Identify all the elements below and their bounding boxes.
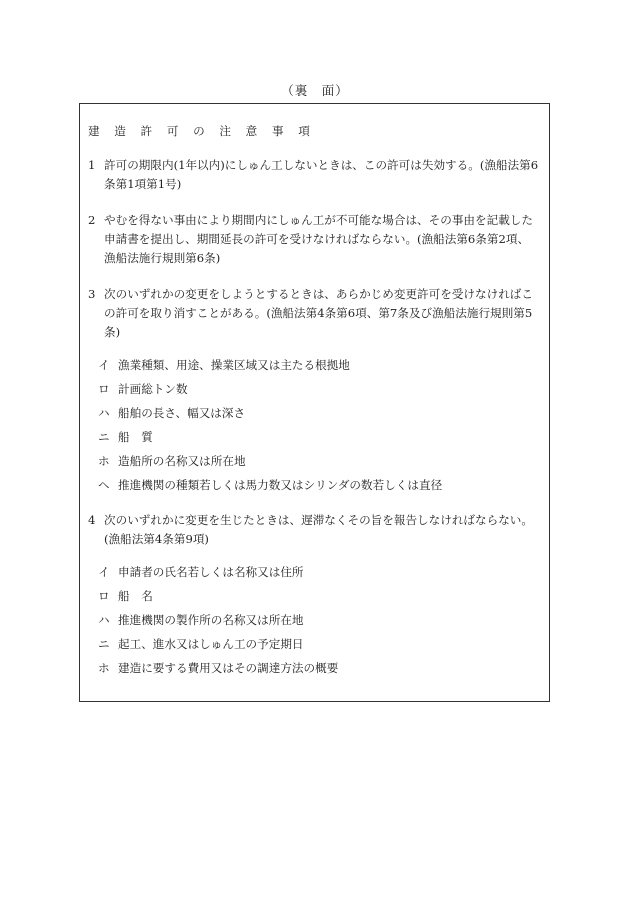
list-item — [98, 404, 539, 423]
list-marker: ヘ — [98, 478, 110, 492]
notice-item-2 — [88, 211, 539, 268]
list-text: 建造に要する費用又はその調達方法の概要 — [118, 661, 339, 675]
list-item — [98, 476, 539, 495]
item-text: 次のいずれかに変更を生じたときは、遅滞なくその旨を報告しなければならない。(漁船法第4条第9項) — [104, 513, 533, 546]
list-item — [98, 356, 539, 375]
notice-item-4 — [88, 511, 539, 549]
list-marker: イ — [98, 565, 110, 579]
list-text: 申請者の氏名若しくは名称又は住所 — [118, 565, 304, 579]
list-text: 船 名 — [118, 589, 153, 603]
list-text: 起工、進水又はしゅん工の予定期日 — [118, 637, 304, 651]
notice-item-1 — [88, 156, 539, 194]
list-marker: ニ — [98, 430, 110, 444]
list-item — [98, 452, 539, 471]
list-item — [98, 611, 539, 630]
list-item — [98, 563, 539, 582]
change-permission-list — [98, 356, 539, 495]
item-number: 1 — [88, 158, 96, 172]
item-text: やむを得ない事由により期間内にしゅん工が不可能な場合は、その事由を記載した申請書を提出し、期間延長の許可を受けなければならない。(漁船法第6条第2項、漁船法施行規則第6条) — [104, 213, 533, 265]
item-number: 3 — [88, 287, 96, 301]
list-marker: ニ — [98, 637, 110, 651]
list-marker: イ — [98, 358, 110, 372]
list-marker: ハ — [98, 406, 110, 420]
list-text: 推進機関の種類若しくは馬力数又はシリンダの数若しくは直径 — [118, 478, 443, 492]
list-text: 漁業種類、用途、操業区域又は主たる根拠地 — [118, 358, 350, 372]
change-report-list — [98, 563, 539, 678]
list-marker: ロ — [98, 589, 110, 603]
notice-item-3 — [88, 285, 539, 342]
item-number: 2 — [88, 213, 96, 227]
list-item — [98, 635, 539, 654]
notice-title: 建 造 許 可 の 注 意 事 項 — [88, 124, 316, 138]
list-text: 船 質 — [118, 430, 153, 444]
notice-box — [79, 103, 550, 702]
list-item — [98, 380, 539, 399]
list-text: 推進機関の製作所の名称又は所在地 — [118, 613, 304, 627]
list-text: 船舶の長さ、幅又は深さ — [118, 406, 246, 420]
list-marker: ロ — [98, 382, 110, 396]
list-marker: ハ — [98, 613, 110, 627]
list-text: 計画総トン数 — [118, 382, 188, 396]
list-text: 造船所の名称又は所在地 — [118, 454, 246, 468]
list-marker: ホ — [98, 661, 110, 675]
list-marker: ホ — [98, 454, 110, 468]
item-number: 4 — [88, 513, 96, 527]
list-item — [98, 587, 539, 606]
page-heading: （裏 面） — [281, 83, 349, 98]
list-item — [98, 428, 539, 447]
item-text: 許可の期限内(1年以内)にしゅん工しないときは、この許可は失効する。(漁船法第6条第1項第1号) — [104, 158, 539, 191]
list-item — [98, 659, 539, 678]
item-text: 次のいずれかの変更をしようとするときは、あらかじめ変更許可を受けなければこの許可を取り消すことがある。(漁船法第4条第6項、第7条及び漁船法施行規則第5条) — [104, 287, 533, 339]
